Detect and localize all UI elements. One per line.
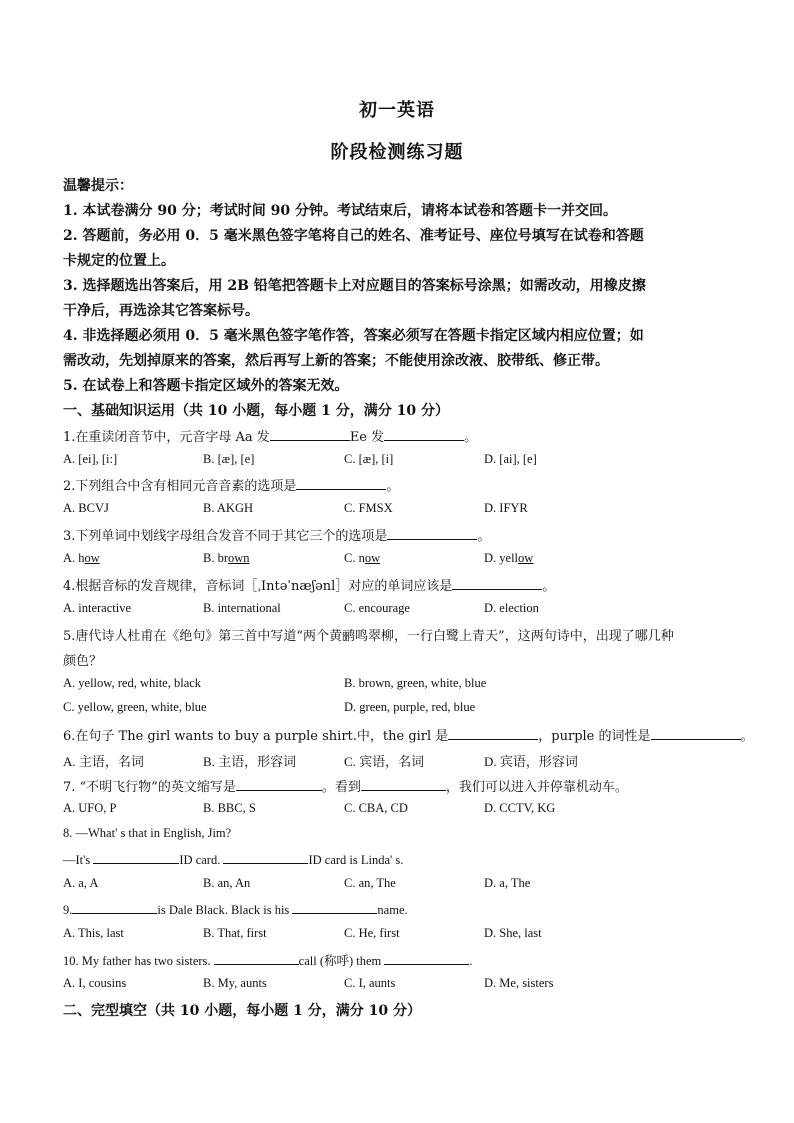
question-text: 。 [740, 729, 754, 744]
question-text: Ee 发 [349, 430, 385, 445]
answer-blank[interactable] [236, 778, 322, 791]
option-a[interactable]: A. This, last [63, 926, 124, 940]
question-text: 2.下列组合中含有相同元音音素的选项是 [63, 479, 297, 494]
question-text: 。 [477, 529, 491, 544]
question-text: 4.根据音标的发音规律，音标词［ˌIntəˈnæʃənl］对应的单词应该是 [63, 579, 453, 594]
option-b[interactable]: B. 主语，形容词 [203, 754, 297, 769]
notice-item: 干净后，再选涂其它答案标号。 [63, 303, 259, 319]
question-text: ，purple 的词性是 [538, 729, 651, 744]
option-b[interactable]: B. brown [203, 551, 250, 565]
question-1 [63, 426, 733, 445]
question-text: 1.在重读闭音节中，元音字母 Aa 发 [63, 430, 270, 445]
answer-blank[interactable] [384, 952, 469, 965]
option-a[interactable]: A. I, cousins [63, 976, 127, 990]
option-b[interactable]: B. brown, green, white, blue [344, 676, 487, 690]
answer-blank[interactable] [387, 527, 477, 540]
notice-item: 4. 非选择题必须用 0．5 毫米黑色签字笔作答，答案必须写在答题卡指定区域内相应位置；如 [63, 328, 644, 344]
exam-subtitle: 阶段检测练习题 [330, 142, 464, 163]
option-a[interactable]: A. yellow, red, white, black [63, 676, 202, 690]
question-9 [63, 901, 733, 918]
notice-item: 1. 本试卷满分 90 分；考试时间 90 分钟。考试结束后，请将本试卷和答题卡一并交回。 [63, 203, 617, 219]
option-d[interactable]: D. election [484, 601, 539, 615]
option-d[interactable]: D. [ai], [e] [484, 452, 537, 466]
answer-blank[interactable] [270, 428, 350, 441]
question-text: 。 [542, 579, 556, 594]
question-2 [63, 475, 733, 494]
option-b[interactable]: B. That, first [203, 926, 267, 940]
question-text: 3.下列单词中划线字母组合发音不同于其它三个的选项是 [63, 529, 388, 544]
option-c[interactable]: C. CBA, CD [344, 801, 408, 815]
option-a[interactable]: A. BCVJ [63, 501, 109, 515]
option-b[interactable]: B. an, An [203, 876, 251, 890]
question-text: 9. [63, 903, 73, 917]
option-a[interactable]: A. interactive [63, 601, 132, 615]
question-text: ID card. [179, 853, 221, 867]
exam-title: 初一英语 [359, 100, 435, 121]
notice-item: 3. 选择题选出答案后，用 2B 铅笔把答题卡上对应题目的答案标号涂黑；如需改动，用橡皮擦 [63, 278, 646, 294]
option-a[interactable]: A. [ei], [i:] [63, 452, 118, 466]
question-8: 8. —What' s that in English, Jim? [63, 826, 232, 840]
option-b[interactable]: B. AKGH [203, 501, 254, 515]
option-a[interactable]: A. a, A [63, 876, 99, 890]
option-c[interactable]: C. FMSX [344, 501, 393, 515]
question-text: is Dale Black. Black is his [157, 903, 290, 917]
option-a[interactable]: A. 主语，名词 [63, 754, 144, 769]
question-text: ，我们可以进入并停靠机动车。 [445, 780, 628, 795]
option-d[interactable]: D. a, The [484, 876, 531, 890]
option-b[interactable]: B. BBC, S [203, 801, 256, 815]
question-text: —It's [63, 853, 91, 867]
question-text: ID card is Linda' s. [308, 853, 404, 867]
option-d[interactable]: D. yellow [484, 551, 534, 565]
answer-blank[interactable] [361, 778, 446, 791]
option-d[interactable]: D. CCTV, KG [484, 801, 556, 815]
question-10 [63, 951, 733, 969]
answer-blank[interactable] [384, 428, 464, 441]
question-6 [63, 725, 754, 744]
question-text: . [469, 954, 473, 968]
option-c[interactable]: C. I, aunts [344, 976, 396, 990]
question-text: 10. My father has two sisters. [63, 954, 211, 968]
notice-label: 温馨提示： [63, 178, 133, 194]
option-d[interactable]: D. She, last [484, 926, 542, 940]
notice-item: 需改动，先划掉原来的答案，然后再写上新的答案；不能使用涂改液、胶带纸、修正带。 [63, 353, 609, 369]
option-a[interactable]: A. UFO, P [63, 801, 117, 815]
section-heading-1: 一、基础知识运用（共 10 小题，每小题 1 分，满分 10 分） [63, 403, 449, 419]
option-d[interactable]: D. green, purple, red, blue [344, 700, 476, 714]
question-text: 。 [464, 430, 478, 445]
question-3 [63, 525, 733, 544]
option-b[interactable]: B. international [203, 601, 281, 615]
question-text: 7. “不明飞行物”的英文缩写是 [63, 780, 236, 795]
question-text: 6.在句子 The girl wants to buy a purple shirt.中，the girl 是 [63, 729, 449, 744]
answer-blank[interactable] [93, 851, 179, 864]
notice-item: 2. 答题前，务必用 0．5 毫米黑色签字笔将自己的姓名、准考证号、座位号填写在试卷和答题 [63, 228, 644, 244]
option-c[interactable]: C. an, The [344, 876, 396, 890]
answer-blank[interactable] [651, 727, 741, 740]
answer-blank[interactable] [452, 577, 542, 590]
section-heading-2: 二、完型填空（共 10 小题，每小题 1 分，满分 10 分） [63, 1003, 421, 1019]
question-5-cont: 颜色？ [63, 654, 103, 669]
answer-blank[interactable] [214, 952, 299, 965]
question-5: 5.唐代诗人杜甫在《绝句》第三首中写道“两个黄鹂鸣翠柳，一行白鹭上青天”，这两句诗中，出现了哪几种 [63, 629, 674, 644]
question-text: 。 [386, 479, 400, 494]
question-text: 。看到 [321, 780, 361, 795]
notice-item: 卡规定的位置上。 [63, 253, 175, 269]
question-4 [63, 575, 733, 594]
question-text: name. [377, 903, 408, 917]
option-c[interactable]: C. now [344, 551, 381, 565]
option-c[interactable]: C. [æ], [i] [344, 452, 394, 466]
answer-blank[interactable] [292, 901, 377, 914]
option-d[interactable]: D. Me, sisters [484, 976, 554, 990]
question-text: call (称呼) them [298, 954, 382, 968]
option-b[interactable]: B. [æ], [e] [203, 452, 255, 466]
option-a[interactable]: A. how [63, 551, 100, 565]
answer-blank[interactable] [223, 851, 308, 864]
answer-blank[interactable] [296, 477, 386, 490]
notice-item: 5. 在试卷上和答题卡指定区域外的答案无效。 [63, 378, 349, 394]
question-8-cont [63, 851, 733, 868]
answer-blank[interactable] [72, 901, 157, 914]
option-c[interactable]: C. 宾语，名词 [344, 754, 425, 769]
option-d[interactable]: D. IFYR [484, 501, 528, 515]
option-c[interactable]: C. He, first [344, 926, 400, 940]
option-c[interactable]: C. encourage [344, 601, 410, 615]
option-d[interactable]: D. 宾语，形容词 [484, 754, 578, 769]
answer-blank[interactable] [448, 727, 538, 740]
question-7 [63, 776, 733, 795]
option-c[interactable]: C. yellow, green, white, blue [63, 700, 207, 714]
option-b[interactable]: B. My, aunts [203, 976, 267, 990]
